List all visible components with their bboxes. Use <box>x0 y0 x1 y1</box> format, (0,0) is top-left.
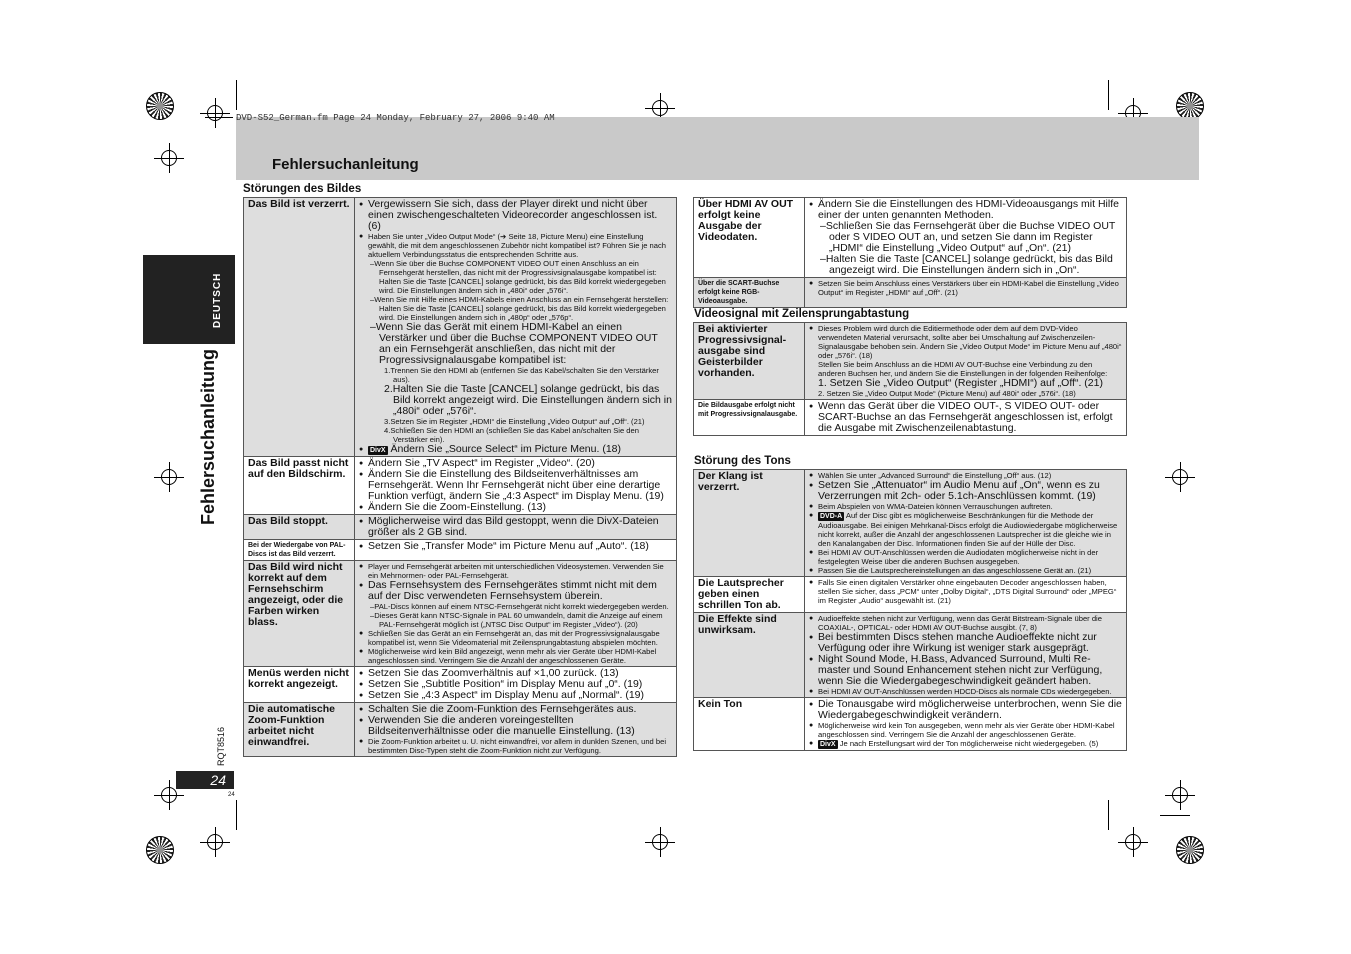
language-label: DEUTSCH <box>212 272 223 328</box>
list-item-text: Auf der Disc gibt es möglicherweise Beschränkungen für die Methode der Audioausgabe. Bei einigen Mehrkanal-Discs erfolgt die Audiowiedergabe möglicherweise nicht korrekt, außer die Anzahl der angeschlossenen Lautsprecher ist die gleiche wie in den Kanalangaben der Disc. Informationen finden Sie auf der Hülle der Disc. <box>818 511 1118 548</box>
table-row <box>694 613 1127 698</box>
list-item: –Wenn Sie über die Buchse COMPONENT VIDEO OUT einen Anschluss an ein Fernsehgerät herstellen, das nicht mit der Progressivsignalausgabe kompatibel ist: Halten Sie die Taste [CANCEL] solange gedrückt, bis das Bild korrekt wiedergegeben wird. Die Einstellungen ändern sich in „480i“ oder „576i“. <box>370 259 666 295</box>
list-item: Stellen Sie beim Anschluss an die HDMI AV OUT-Buchse eine Verbindung zu den anderen Buchsen her, und ändern Sie die Einstellungen in der folgenden Reihenfolge: <box>818 360 1108 378</box>
list-item: –Wenn Sie das Gerät mit einem HDMI-Kabel an einen Verstärker und über die Buchse COMPONENT VIDEO OUT an ein Fernsehgerät anschließen, das nicht mit der Progressivsignalausgabe kompatibel ist: <box>370 321 658 366</box>
color-target-icon <box>1176 92 1204 120</box>
table-row <box>244 515 677 540</box>
table-row <box>244 667 677 703</box>
solution-cell <box>355 667 677 703</box>
problem-label: Über HDMI AV OUT erfolgt keine Ausgabe der Videodaten. <box>694 198 805 278</box>
solution-cell <box>355 198 677 457</box>
solution-cell <box>805 470 1127 577</box>
table-row <box>244 561 677 667</box>
doc-code: RQT8516 <box>216 727 226 767</box>
list-item: ● Möglicherweise wird kein Bild angezeigt, wenn mehr als vier Geräte über HDMI-Kabel angeschlossen sind. Verringern Sie die Anzahl der angeschlossenen Geräte. <box>359 647 672 665</box>
table-row <box>244 703 677 757</box>
page-number: 24 <box>176 771 234 789</box>
list-item: –PAL-Discs können auf einem NTSC-Fernsehgerät nicht korrekt wiedergegeben werden. <box>370 602 669 611</box>
list-item: ● Setzen Sie das Zoomverhältnis auf ×1,00 zurück. (13) <box>359 668 672 679</box>
crop-mark <box>236 80 237 110</box>
problem-label: Das Bild wird nicht korrekt auf dem Fernsehschirm angezeigt, oder die Farben wirken blass. <box>244 561 355 667</box>
page-title: Fehlersuchanleitung <box>272 156 419 173</box>
solution-cell <box>805 198 1127 278</box>
divx-badge: DivX <box>370 447 386 454</box>
solution-cell <box>355 703 677 757</box>
problem-label: Der Klang ist verzerrt. <box>694 470 805 577</box>
list-item: 1. Setzen Sie „Video Output“ (Register „HDMI“) auf „Off“. (21) <box>818 377 1103 389</box>
list-item <box>809 511 1122 548</box>
list-item: ● Möglicherweise wird das Bild gestoppt, wenn die DivX-Dateien größer als 2 GB sind. <box>359 516 672 538</box>
solution-cell <box>805 613 1127 698</box>
solution-cell <box>805 400 1127 436</box>
list-item: –Schließen Sie das Fernsehgerät über die Buchse VIDEO OUT oder S VIDEO OUT an, und setzen Sie dann im Register „HDMI“ die Einstellung „Video Output“ auf „On“. (21) <box>820 220 1116 254</box>
crop-mark <box>236 800 237 830</box>
list-item: ● Haben Sie unter „Video Output Mode“ (➔ Seite 18, Picture Menu) eine Einstellung gewählt, die mit dem angeschlossenen Zubehör nicht kompatibel ist? Führen Sie je nach aktuellem Verbindungsstatus die entsprechenden Schritte aus. <box>359 232 672 259</box>
list-item: ● Bei bestimmten Discs stehen manche Audioeffekte nicht zur Verfügung oder ihre Wirkung ist weniger stark ausgeprägt. <box>809 632 1122 654</box>
list-item: ● Ändern Sie die Einstellung des Bildseitenverhältnisses am Fernsehgerät. Wenn Ihr Fernsehgerät nicht über eine derartige Funktion verfügt, ändern Sie „4:3 Aspect“ im Display Menu. (19) <box>359 469 672 502</box>
dvd-audio-badge: DVD-A <box>820 513 843 520</box>
color-target-icon <box>146 92 174 120</box>
solution-cell <box>805 323 1127 400</box>
list-item: 1.Trennen Sie den HDMI ab (entfernen Sie das Kabel/schalten Sie den Verstärker aus). <box>384 366 659 384</box>
list-item: ● Schalten Sie die Zoom-Funktion des Fernsehgerätes aus. <box>359 704 672 715</box>
problem-label: Die automatische Zoom-Funktion arbeitet nicht einwandfrei. <box>244 703 355 757</box>
list-item: ● Das Fernsehsystem des Fernsehgerätes stimmt nicht mit dem auf der Disc verwendeten Fernsehsystem überein. <box>359 580 672 602</box>
problem-label: Kein Ton <box>694 698 805 751</box>
list-item: ● Audioeffekte stehen nicht zur Verfügung, wenn das Gerät Bitstream-Signale über die COAXIAL-, OPTICAL- oder HDMI AV OUT-Buchse ausgibt. (7, 8) <box>809 614 1122 632</box>
table-row <box>694 278 1127 308</box>
list-item: ● Player und Fernsehgerät arbeiten mit unterschiedlichen Videosystemen. Verwenden Sie ein Mehrnormen- oder PAL-Fernsehgerät. <box>359 562 672 580</box>
list-item: ● Setzen Sie „Transfer Mode“ im Picture Menu auf „Auto“. (18) <box>359 541 672 552</box>
color-target-icon <box>1176 836 1204 864</box>
list-item-text: Ändern Sie „Source Select“ im Picture Menu. (18) <box>390 443 621 455</box>
table-row <box>244 540 677 561</box>
list-item: ● Setzen Sie „Attenuator“ im Audio Menu auf „On“, wenn es zu Verzerrungen mit 2ch- oder 5.1ch-Anschlüssen kommt. (19) <box>809 480 1122 502</box>
problem-label: Menüs werden nicht korrekt angezeigt. <box>244 667 355 703</box>
picture-troubleshooting-table <box>243 197 677 757</box>
side-title: Fehlersuchanleitung <box>198 348 218 525</box>
section-heading-picture: Störungen des Bildes <box>243 183 362 195</box>
file-info-line: DVD-S52_German.fm Page 24 Monday, February 27, 2006 9:40 AM <box>236 113 555 123</box>
table-row <box>694 400 1127 436</box>
list-item: ● Wählen Sie unter „Advanced Surround“ die Einstellung „Off“ aus. (12) <box>809 471 1122 480</box>
list-item: 2. Setzen Sie „Video Output Mode“ (Picture Menu) auf 480i“ oder „576i“. (18) <box>818 389 1076 398</box>
sound-troubleshooting-table <box>693 469 1127 751</box>
problem-label: Das Bild passt nicht auf den Bildschirm. <box>244 457 355 515</box>
table-row <box>694 198 1127 278</box>
solution-cell <box>355 515 677 540</box>
small-page-number: 24 <box>228 792 235 798</box>
crop-mark <box>1108 800 1109 830</box>
list-item: ● Dieses Problem wird durch die Editiermethode oder dem auf dem DVD-Video verwendeten Material verursacht, sollte aber bei Umschaltung auf Zwischenzeilen-Signalausgabe behoben sein. Ändern Sie „Video Output Mode“ im Picture Menu auf „480i“ oder „576i“. (18) <box>809 324 1122 360</box>
problem-label: Bei aktivierter Progressivsignal-ausgabe sind Geisterbilder vorhanden. <box>694 323 805 400</box>
problem-label: Über die SCART-Buchse erfolgt keine RGB-Videoausgabe. <box>694 278 805 308</box>
list-item: ● Ändern Sie die Einstellungen des HDMI-Videoausgangs mit Hilfe einer der unten genannten Methoden. <box>809 199 1122 221</box>
interlace-troubleshooting-table <box>693 322 1127 436</box>
table-row <box>244 457 677 515</box>
list-item: ● Setzen Sie beim Anschluss eines Verstärkers über ein HDMI-Kabel die Einstellung „Video Output“ im Register „HDMI“ auf „Off“. (21) <box>809 279 1122 297</box>
list-item: ● Die Tonausgabe wird möglicherweise unterbrochen, wenn Sie die Wiedergabegeschwindigkeit verändern. <box>809 699 1122 721</box>
solution-cell <box>355 561 677 667</box>
list-item: ● Setzen Sie „Subtitle Position“ im Display Menu auf „0“. (19) <box>359 679 672 690</box>
list-item-text: Je nach Erstellungsart wird der Ton möglicherweise nicht wiedergegeben. (5) <box>839 739 1099 748</box>
table-row <box>694 577 1127 613</box>
section-heading-sound: Störung des Tons <box>694 455 791 467</box>
crop-mark <box>1108 80 1109 110</box>
color-target-icon <box>146 836 174 864</box>
list-item: ● Passen Sie die Lautsprechereinstellungen an das angeschlossene Gerät an. (21) <box>809 566 1122 575</box>
list-item: ● Vergewissern Sie sich, dass der Player direkt und nicht über einen zwischengeschalteten Videorecorder angeschlossen ist. (6) <box>359 199 672 232</box>
solution-cell <box>805 577 1127 613</box>
list-item: 2.Halten Sie die Taste [CANCEL] solange gedrückt, bis das Bild korrekt angezeigt wird. Die Einstellungen ändern sich in „480i“ oder „576i“. <box>384 383 672 417</box>
list-item: ● Beim Abspielen von WMA-Dateien können Verrauschungen auftreten. <box>809 502 1122 511</box>
section-heading-interlace: Videosignal mit Zeilensprungabtastung <box>694 308 910 320</box>
list-item: 3.Setzen Sie im Register „HDMI“ die Einstellung „Video Output“ auf „Off“. (21) <box>384 417 645 426</box>
list-item: ● Ändern Sie die Zoom-Einstellung. (13) <box>359 502 672 513</box>
problem-label: Das Bild ist verzerrt. <box>244 198 355 457</box>
divx-badge: DivX <box>820 741 836 748</box>
list-item: ● Schließen Sie das Gerät an ein Fernsehgerät an, das mit der Progressivsignalausgabe kompatibel ist, wenn Sie Videomaterial mit Zeilensprungabtastung abspielen möchten. <box>359 629 672 647</box>
solution-cell <box>805 698 1127 751</box>
list-item: ● Ändern Sie „TV Aspect“ im Register „Video“. (20) <box>359 458 672 469</box>
list-item: ● Verwenden Sie die anderen voreingestellten Bildseitenverhältnisse oder die manuelle Einstellung. (13) <box>359 715 672 737</box>
list-item <box>809 739 1122 749</box>
table-row <box>694 470 1127 577</box>
list-item <box>359 444 672 455</box>
list-item: 4.Schließen Sie den HDMI an (schließen Sie das Kabel an/schalten Sie den Verstärker ein). <box>384 426 639 444</box>
list-item: ● Night Sound Mode, H.Bass, Advanced Surround, Multi Re-master und Sound Enhancement stehen nicht zur Verfügung, wenn Sie die Wiedergabegeschwindigkeit geändert haben. <box>809 654 1122 687</box>
solution-cell <box>805 278 1127 308</box>
list-item: –Dieses Gerät kann NTSC-Signale in PAL 60 umwandeln, damit die Anzeige auf einem PAL-Fernsehgerät möglich ist („NTSC Disc Output“ im Register „Video“). (20) <box>370 611 663 629</box>
problem-label: Die Bildausgabe erfolgt nicht mit Progressivsignalausgabe. <box>694 400 805 436</box>
list-item: –Wenn Sie mit Hilfe eines HDMI-Kabels einen Anschluss an ein Fernsehgerät herstellen: Halten Sie die Taste [CANCEL] solange gedrückt, bis das Bild korrekt wiedergegeben wird. Die Einstellungen ändern sich in „480p“ oder „576p“. <box>370 295 669 322</box>
solution-cell <box>355 540 677 561</box>
table-row <box>694 698 1127 751</box>
list-item: ● Die Zoom-Funktion arbeitet u. U. nicht einwandfrei, vor allem in dunklen Szenen, und bei bestimmten Disc-Typen steht die Zoom-Funktion nicht zur Verfügung. <box>359 737 672 755</box>
problem-label: Die Effekte sind unwirksam. <box>694 613 805 698</box>
problem-label: Die Lautsprecher geben einen schrillen Ton ab. <box>694 577 805 613</box>
problem-label: Das Bild stoppt. <box>244 515 355 540</box>
list-item: ● Möglicherweise wird kein Ton ausgegeben, wenn mehr als vier Geräte über HDMI-Kabel angeschlossen sind. Verringern Sie die Anzahl der angeschlossenen Geräte. <box>809 721 1122 739</box>
list-item: ● Bei HDMI AV OUT-Anschlüssen werden HDCD-Discs als normale CDs wiedergegeben. <box>809 687 1122 696</box>
crop-mark <box>205 117 233 118</box>
list-item: ● Setzen Sie „4:3 Aspect“ im Display Menu auf „Normal“. (19) <box>359 690 672 701</box>
table-row <box>694 323 1127 400</box>
crop-mark <box>1160 815 1190 816</box>
list-item: ● Falls Sie einen digitalen Verstärker ohne eingebauten Decoder angeschlossen haben, stellen Sie sicher, dass „PCM“ unter „Dolby Digital“, „DTS Digital Surround“ oder „MPEG“ im Register „Audio“ ausgewählt ist. (21) <box>809 578 1122 605</box>
table-row <box>244 198 677 457</box>
problem-label: Bei der Wiedergabe von PAL-Discs ist das Bild verzerrt. <box>244 540 355 561</box>
solution-cell <box>355 457 677 515</box>
hdmi-troubleshooting-table <box>693 197 1127 308</box>
list-item: –Halten Sie die Taste [CANCEL] solange gedrückt, bis das Bild angezeigt wird. Die Einstellungen ändern sich in „On“. <box>820 253 1113 276</box>
list-item: ● Wenn das Gerät über die VIDEO OUT-, S VIDEO OUT- oder SCART-Buchse an das Fernsehgerät angeschlossen ist, erfolgt die Ausgabe mit Zwischenzeilenabtastung. <box>809 401 1122 434</box>
list-item: ● Bei HDMI AV OUT-Anschlüssen werden die Audiodaten möglicherweise nicht in der festgelegten Weise über die anderen Buchsen ausgegeben. <box>809 548 1122 566</box>
